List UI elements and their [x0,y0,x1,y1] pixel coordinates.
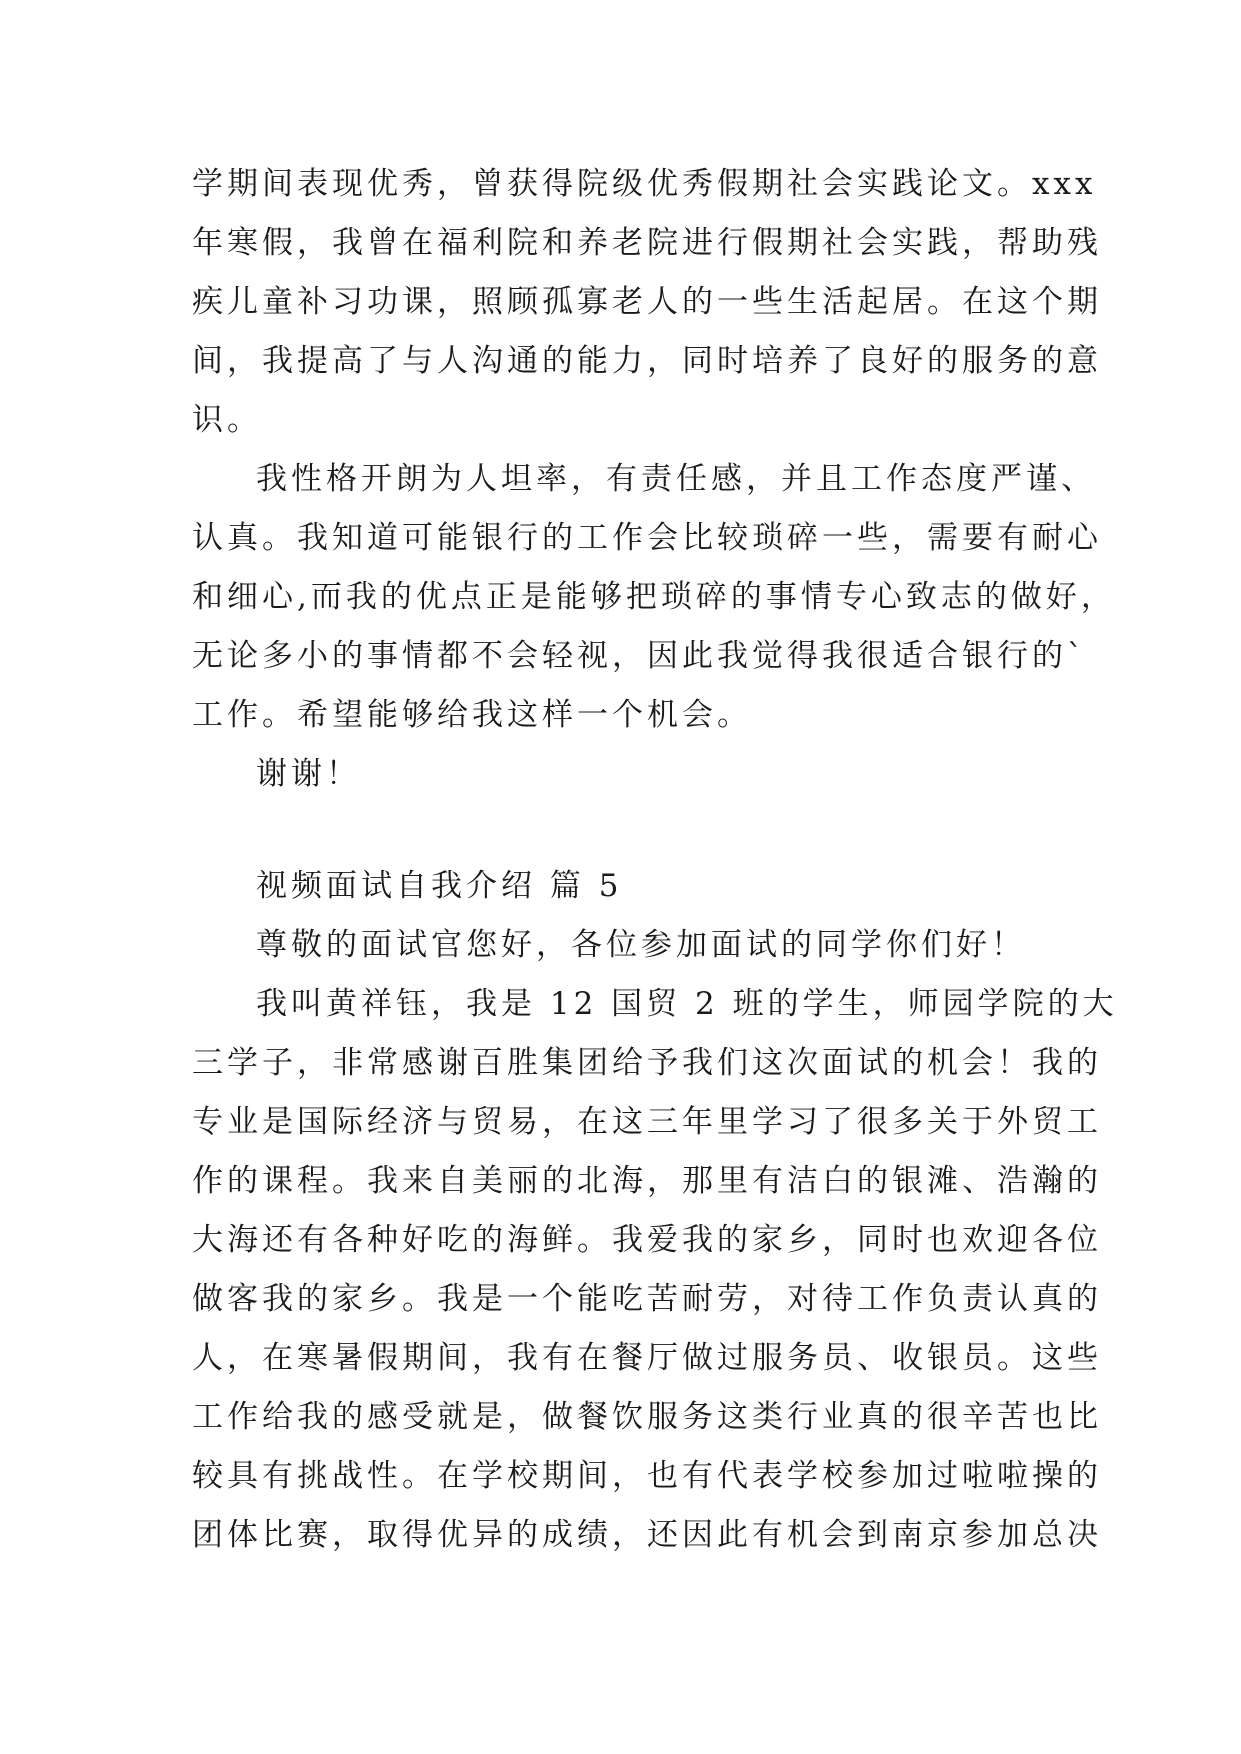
text-line: 认真。我知道可能银行的工作会比较琐碎一些，需要有耐心 [192,520,1102,556]
text-line: 三学子，非常感谢百胜集团给予我们这次面试的机会！我的 [192,1045,1102,1081]
text-line: 大海还有各种好吃的海鲜。我爱我的家乡，同时也欢迎各位 [192,1222,1102,1258]
text-line: 团体比赛，取得优异的成绩，还因此有机会到南京参加总决 [192,1517,1102,1553]
paragraph-start-line: 我叫黄祥钰，我是 12 国贸 2 班的学生，师园学院的大 [256,986,1118,1022]
text-line: 疾儿童补习功课，照顾孤寡老人的一些生活起居。在这个期 [192,284,1102,320]
text-line: 人，在寒暑假期间，我有在餐厅做过服务员、收银员。这些 [192,1340,1102,1376]
text-line: 工作。希望能够给我这样一个机会。 [192,697,752,733]
text-line: 年寒假，我曾在福利院和养老院进行假期社会实践，帮助残 [192,225,1102,261]
text-line: 间，我提高了与人沟通的能力，同时培养了良好的服务的意 [192,343,1102,379]
text-line: 专业是国际经济与贸易，在这三年里学习了很多关于外贸工 [192,1104,1102,1140]
paragraph-start-line: 我性格开朗为人坦率，有责任感，并且工作态度严谨、 [256,461,1096,497]
text-line: 做客我的家乡。我是一个能吃苦耐劳，对待工作负责认真的 [192,1281,1102,1317]
text-line: 工作给我的感受就是，做餐饮服务这类行业真的很辛苦也比 [192,1399,1102,1435]
text-line: 作的课程。我来自美丽的北海，那里有洁白的银滩、浩瀚的 [192,1163,1102,1199]
greeting-line: 尊敬的面试官您好，各位参加面试的同学你们好！ [256,927,1026,963]
text-line: 无论多小的事情都不会轻视，因此我觉得我很适合银行的` [192,638,1087,674]
text-line: 和细心,而我的优点正是能够把琐碎的事情专心致志的做好， [192,579,1116,615]
text-line: 较具有挑战性。在学校期间，也有代表学校参加过啦啦操的 [192,1458,1102,1494]
section-heading: 视频面试自我介绍 篇 5 [256,868,623,904]
closing-thanks: 谢谢！ [256,756,361,792]
text-line: 识。 [192,402,262,438]
text-line: 学期间表现优秀，曾获得院级优秀假期社会实践论文。xxx [192,166,1097,202]
